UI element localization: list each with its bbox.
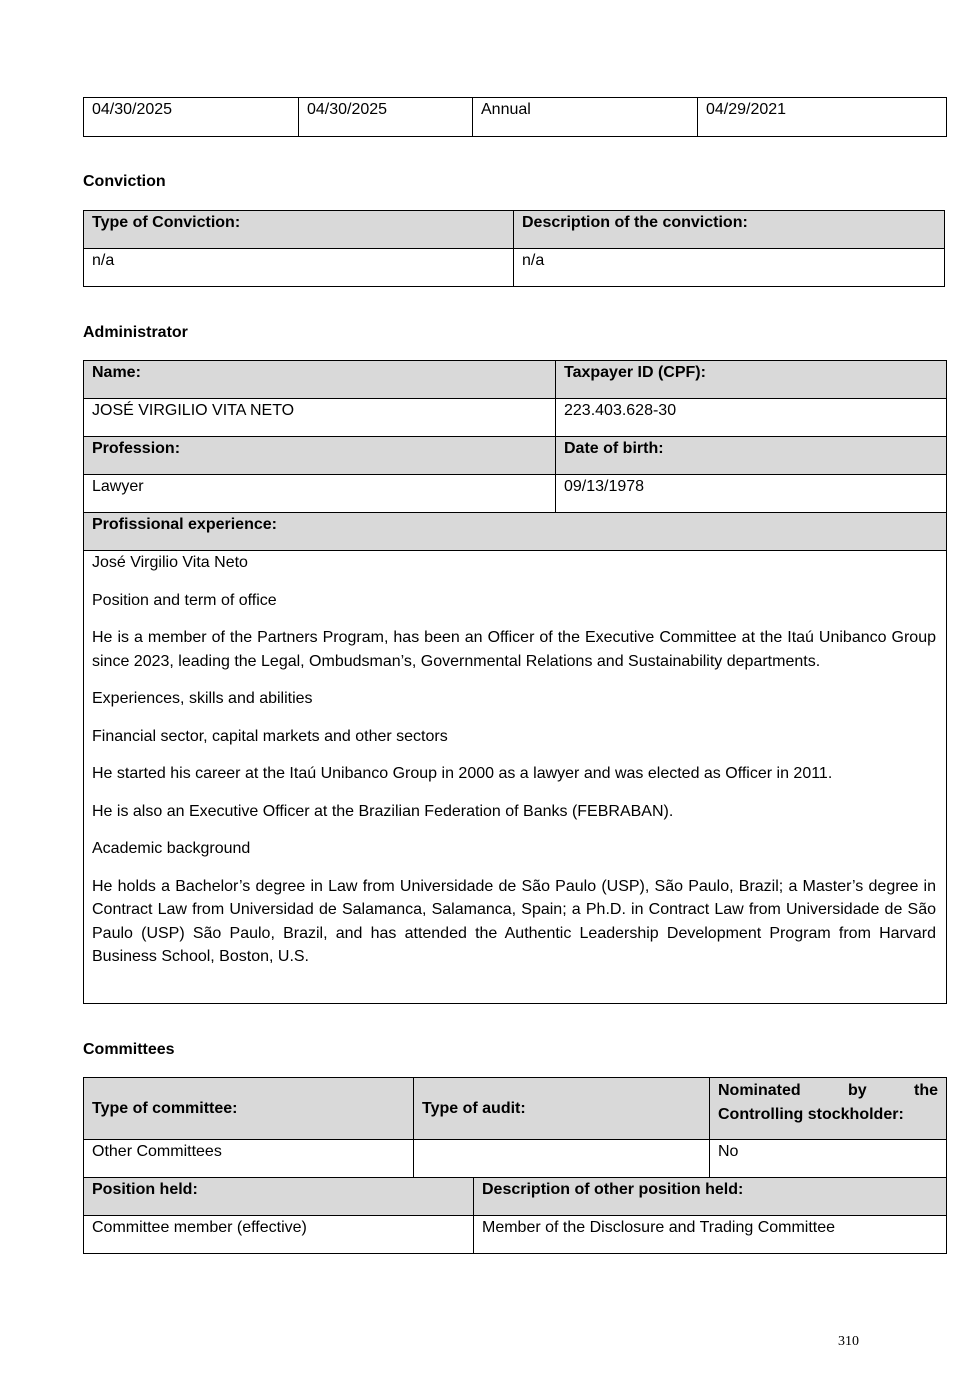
experience-paragraph: José Virgilio Vita Neto: [92, 554, 248, 571]
committee-type-value: Other Committees: [84, 1140, 414, 1178]
profession-value: Lawyer: [84, 475, 556, 513]
conviction-type-value: n/a: [84, 249, 514, 287]
committees-table: [83, 1077, 947, 1178]
term-dates-table: [83, 97, 947, 137]
experience-paragraph: Academic background: [92, 840, 251, 857]
nominated-label: Nominated by the Controlling stockholder:: [710, 1078, 947, 1140]
experience-paragraph: He holds a Bachelor’s degree in Law from Universidade de São Paulo (USP), São Paulo, Brazil; a Master’s degree in Contract Law from Universidad de Salamanca, Salamanca, Spain; a Ph.D. in Contract Law from Universidade de São Paulo (USP) São Paulo, Brazil, and has attended the Authentic Leadership Development Program from Harvard Business School, Boston, U.S.: [92, 877, 936, 965]
experience-paragraph: He started his career at the Itaú Unibanco Group in 2000 as a lawyer and was elected as Officer in 2011.: [92, 765, 833, 782]
election-date: 04/29/2021: [698, 98, 947, 137]
dob-value: 09/13/1978: [556, 475, 947, 513]
experience-paragraph: He is also an Executive Officer at the Brazilian Federation of Banks (FEBRABAN).: [92, 802, 674, 820]
other-position-label: Description of other position held:: [474, 1178, 947, 1216]
name-label: Name:: [84, 361, 556, 399]
conviction-desc-value: n/a: [514, 249, 945, 287]
experience-paragraph: Financial sector, capital markets and other sectors: [92, 727, 448, 745]
experience-paragraph: Experiences, skills and abilities: [92, 690, 313, 707]
name-value: JOSÉ VIRGILIO VITA NETO: [84, 399, 556, 437]
position-label: Position held:: [84, 1178, 474, 1216]
conviction-desc-label: Description of the conviction:: [514, 211, 945, 249]
term-end-date: 04/30/2025: [299, 98, 473, 137]
term-type: Annual: [473, 98, 698, 137]
page-number: 310: [838, 1334, 859, 1349]
term-start-date: 04/30/2025: [84, 98, 299, 137]
administrator-table: [83, 360, 947, 1004]
conviction-type-label: Type of Conviction:: [84, 211, 514, 249]
conviction-title: Conviction: [83, 173, 166, 190]
audit-type-value: [414, 1140, 710, 1178]
positions-table: [83, 1177, 947, 1254]
profession-label: Profession:: [84, 437, 556, 475]
experience-paragraph: He is a member of the Partners Program, has been an Officer of the Executive Committee at the Itaú Unibanco Group since 2023, leading the Legal, Ombudsman’s, Governmental Relations and Sustainability departments.: [92, 629, 936, 670]
position-value: Committee member (effective): [84, 1216, 474, 1254]
committee-type-label: Type of committee:: [84, 1078, 414, 1140]
conviction-table: [83, 210, 945, 287]
nominated-value: No: [710, 1140, 947, 1178]
other-position-value: Member of the Disclosure and Trading Committee: [474, 1216, 947, 1254]
experience-label: Profissional experience:: [84, 513, 947, 551]
administrator-title: Administrator: [83, 324, 188, 341]
audit-type-label: Type of audit:: [414, 1078, 710, 1140]
committees-title: Committees: [83, 1041, 175, 1058]
cpf-value: 223.403.628-30: [556, 399, 947, 437]
experience-cell: [84, 551, 947, 1004]
cpf-label: Taxpayer ID (CPF):: [556, 361, 947, 399]
dob-label: Date of birth:: [556, 437, 947, 475]
experience-paragraph: Position and term of office: [92, 591, 277, 609]
